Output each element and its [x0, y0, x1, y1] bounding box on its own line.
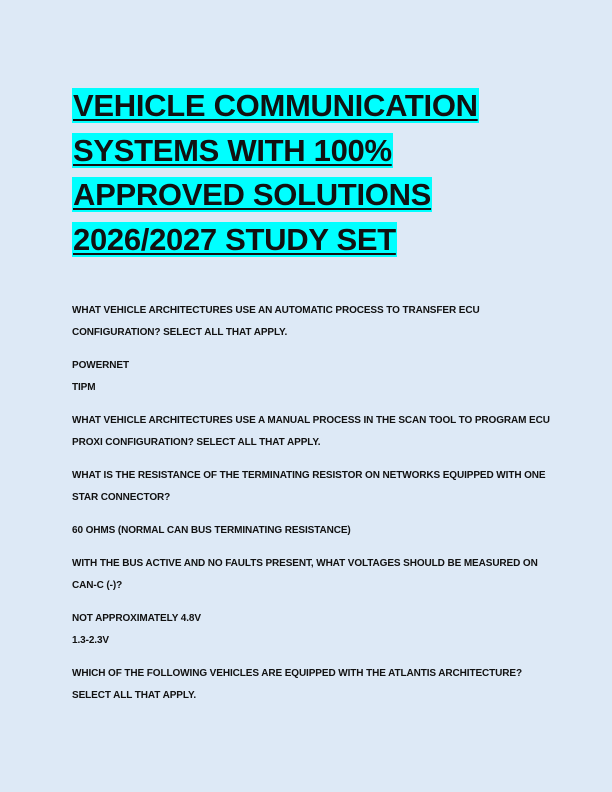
answer-option: NOT APPROXIMATELY 4.8V [72, 613, 201, 624]
question-text: WHAT VEHICLE ARCHITECTURES USE AN AUTOMATIC PROCESS TO TRANSFER ECU CONFIGURATION? SELECT ALL THAT APPLY. [72, 305, 480, 338]
study-content [72, 300, 552, 718]
answer-block [72, 520, 552, 542]
document-title [72, 84, 542, 262]
question-text: WHICH OF THE FOLLOWING VEHICLES ARE EQUIPPED WITH THE ATLANTIS ARCHITECTURE? SELECT ALL THAT APPLY. [72, 668, 522, 701]
question-text: WHAT IS THE RESISTANCE OF THE TERMINATING RESISTOR ON NETWORKS EQUIPPED WITH ONE STAR CONNECTOR? [72, 470, 546, 503]
answer-option: POWERNET [72, 360, 129, 371]
title-line: VEHICLE COMMUNICATION [73, 88, 478, 123]
answer-option: 60 OHMS (NORMAL CAN BUS TERMINATING RESISTANCE) [72, 525, 351, 536]
answer-block [72, 608, 552, 652]
title-line: APPROVED SOLUTIONS [73, 177, 432, 212]
answer-option: 1.3-2.3V [72, 635, 110, 646]
title-line: SYSTEMS WITH 100% [73, 132, 392, 168]
answer-block [72, 355, 552, 399]
question-text: WHAT VEHICLE ARCHITECTURES USE A MANUAL PROCESS IN THE SCAN TOOL TO PROGRAM ECU PROXI CONFIGURATION? SELECT ALL THAT APPLY. [72, 415, 550, 448]
answer-option: TIPM [72, 382, 96, 393]
title-line: 2026/2027 STUDY SET [73, 221, 396, 257]
question-text: WITH THE BUS ACTIVE AND NO FAULTS PRESENT, WHAT VOLTAGES SHOULD BE MEASURED ON CAN-C (-)? [72, 558, 538, 591]
